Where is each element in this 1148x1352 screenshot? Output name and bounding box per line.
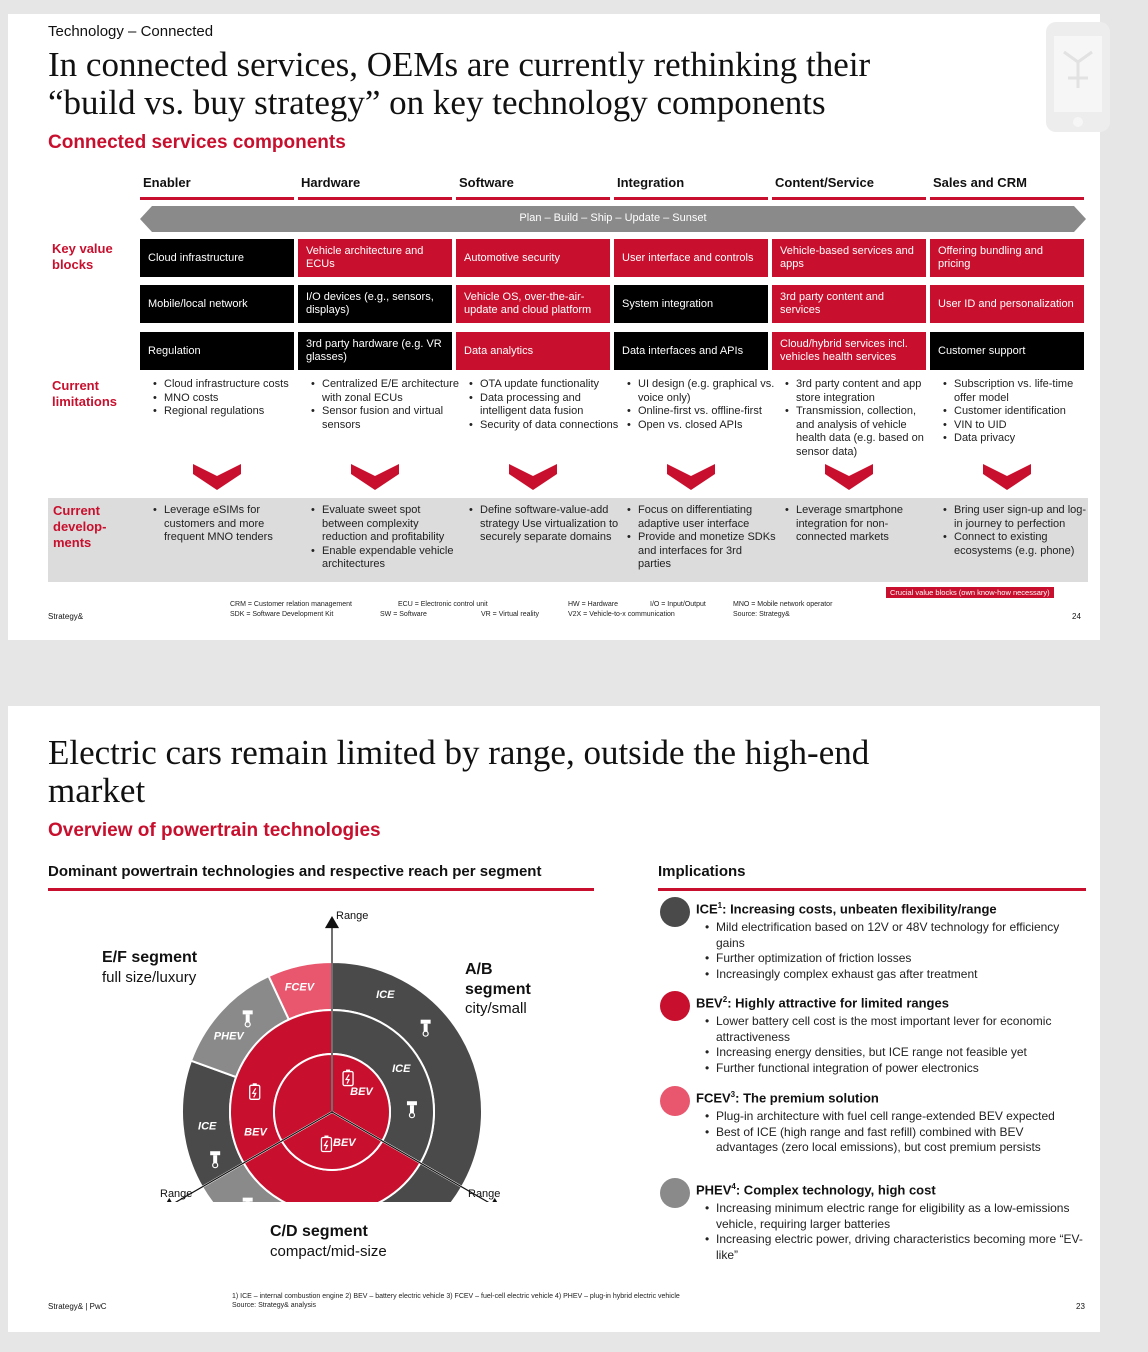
axis-label-top: Range [336, 910, 369, 922]
limitation-item: • Open vs. closed APIs [638, 419, 778, 433]
cd-segment-subtitle: compact/mid-size [270, 1243, 387, 1260]
abbreviation-note: CRM = Customer relation management [230, 601, 352, 608]
brand-logo: Strategy& [48, 612, 84, 621]
column-header-rule [930, 197, 1084, 200]
value-block: User ID and personalization [930, 285, 1084, 323]
section-label: Technology – Connected [48, 23, 214, 40]
chevron-down-icon [509, 464, 557, 492]
chevron-down-icon [351, 464, 399, 492]
development-item: • Enable expendable vehicle architectures [322, 545, 462, 572]
implication-bullet: • Increasing minimum electric range for eligibility as a low-emissions vehicle, requiring larger batteries [716, 1201, 1086, 1232]
developments-list [150, 504, 304, 545]
abbreviation-note: VR = Virtual reality [481, 611, 540, 618]
abbreviation-note: ECU = Electronic control unit [398, 601, 488, 608]
implication-heading [696, 901, 997, 916]
implication-heading [696, 1090, 879, 1105]
implication-bullet: • Further optimization of friction losses [716, 951, 1086, 967]
footnote-abbreviations: 1) ICE – internal combustion engine 2) BEV – battery electric vehicle 3) FCEV – fuel-cell electric vehicle 4) PHEV – plug-in hybrid electric vehicle [232, 1293, 680, 1300]
ef-middle-bev-label: BEV [244, 1126, 267, 1139]
title-line-2: “build vs. buy strategy” on key technology components [48, 83, 826, 122]
development-item: • Evaluate sweet spot between complexity reduction and profitability [322, 504, 462, 545]
abbreviation-note: SW = Software [380, 611, 427, 618]
brand-logo: Strategy& | PwC [48, 1302, 107, 1311]
implication-technology: BEV [696, 995, 723, 1011]
limitation-item: • Customer identification [954, 405, 1094, 419]
column-header: Hardware [301, 175, 361, 190]
footnote-marker: 4 [731, 1182, 736, 1191]
implication-bullet: • Increasing electric power, driving characteristics becoming more “EV-like” [716, 1232, 1086, 1263]
row-label-current-developments: Current develop- ments [53, 503, 107, 550]
axis-label-left: Range [160, 1188, 193, 1200]
title-line-1: Electric cars remain limited by range, outside the high-end [48, 733, 870, 772]
developments-list [782, 504, 936, 545]
abbreviation-note: I/O = Input/Output [650, 601, 706, 608]
footnote-marker: 2 [722, 995, 728, 1004]
slide-electric-cars [8, 706, 1100, 1332]
value-block: User interface and controls [614, 239, 768, 277]
limitations-list [150, 378, 304, 419]
ef-outer-phev-label: PHEV [213, 1030, 244, 1043]
page-number: 23 [1076, 1302, 1085, 1311]
implication-heading [696, 995, 949, 1010]
footnote-marker: 1 [717, 901, 723, 910]
ab-middle-ice-label: ICE [392, 1063, 411, 1075]
implication-summary: : Highly attractive for limited ranges [727, 995, 949, 1011]
limitation-item: • UI design (e.g. graphical vs. voice only) [638, 378, 778, 405]
development-item: • Connect to existing ecosystems (e.g. phone) [954, 531, 1094, 558]
development-item: • Leverage eSIMs for customers and more frequent MNO tenders [164, 504, 304, 545]
implication-heading [696, 1182, 936, 1197]
value-block: 3rd party hardware (e.g. VR glasses) [298, 332, 452, 370]
implication-summary: : Increasing costs, unbeaten flexibility/range [722, 901, 997, 917]
row-label-current-limitations: Current limitations [52, 378, 118, 409]
slide-title [48, 46, 870, 122]
value-block: Cloud/hybrid services incl. vehicles health services [772, 332, 926, 370]
value-block: Customer support [930, 332, 1084, 370]
column-header-rule [614, 197, 768, 200]
smartphone-watermark-icon [1042, 18, 1114, 136]
slide-connected-services [8, 14, 1100, 640]
implication-bullet: • Further functional integration of power electronics [716, 1061, 1086, 1077]
value-block: Vehicle OS, over-the-air-update and cloud platform [456, 285, 610, 323]
limitation-item: • Transmission, collection, and analysis of vehicle health data (e.g. based on sensor data) [796, 405, 936, 459]
abbreviation-note: V2X = Vehicle-to-x communication [568, 611, 675, 618]
chevron-down-icon [983, 464, 1031, 492]
engine-icon [660, 897, 690, 927]
column-header-rule [140, 197, 294, 200]
abbreviation-note: HW = Hardware [568, 601, 618, 608]
crucial-value-blocks-badge: Crucial value blocks (own know-how necessary) [886, 587, 1054, 598]
column-header: Content/Service [775, 175, 874, 190]
limitations-list [308, 378, 462, 432]
hybrid-icon [660, 1178, 690, 1208]
slide-title [48, 734, 1048, 810]
value-block: 3rd party content and services [772, 285, 926, 323]
left-heading-rule [48, 888, 594, 891]
limitation-item: • Data processing and intelligent data fusion [480, 392, 620, 419]
column-header: Enabler [143, 175, 191, 190]
implication-bullets [702, 1014, 1086, 1076]
value-block: Data interfaces and APIs [614, 332, 768, 370]
limitations-list [624, 378, 778, 432]
powertrain-wheel-diagram [156, 902, 536, 1202]
cd-inner-bev-label: BEV [333, 1136, 356, 1149]
limitations-list [466, 378, 620, 432]
abbreviation-note: Source: Strategy& [733, 611, 790, 618]
limitation-item: • 3rd party content and app store integration [796, 378, 936, 405]
implication-technology: FCEV [696, 1090, 731, 1106]
limitation-item: • Online-first vs. offline-first [638, 405, 778, 419]
lifecycle-arrow-label: Plan – Build – Ship – Update – Sunset [519, 212, 707, 224]
chevron-down-icon [193, 464, 241, 492]
value-block: Regulation [140, 332, 294, 370]
value-block: Automotive security [456, 239, 610, 277]
column-header: Software [459, 175, 514, 190]
page-number: 24 [1072, 612, 1081, 621]
implication-technology: ICE [696, 901, 718, 917]
ef-outer-fcev-label: FCEV [284, 981, 315, 994]
title-line-2: market [48, 771, 146, 810]
development-item: • Leverage smartphone integration for non-connected markets [796, 504, 936, 545]
limitation-item: • MNO costs [164, 392, 304, 406]
row-label-key-value-blocks: Key value blocks [52, 241, 113, 272]
column-header: Integration [617, 175, 685, 190]
value-block: Data analytics [456, 332, 610, 370]
ab-segment-title-line2: segment [465, 981, 531, 998]
value-block: Offering bundling and pricing [930, 239, 1084, 277]
ef-outer-ice-label: ICE [198, 1120, 217, 1133]
limitation-item: • Sensor fusion and virtual sensors [322, 405, 462, 432]
ef-segment-title: E/F segment [102, 949, 198, 966]
ef-segment-subtitle: full size/luxury [102, 969, 197, 986]
implication-bullet: • Increasing energy densities, but ICE range not feasible yet [716, 1045, 1086, 1061]
abbreviation-note: MNO = Mobile network operator [733, 601, 833, 608]
abbreviation-note: SDK = Software Development Kit [230, 611, 334, 618]
development-item: • Define software-value-add strategy Use virtualization to securely separate domains [480, 504, 620, 545]
column-header-rule [772, 197, 926, 200]
limitation-item: • Centralized E/E architecture with zonal ECUs [322, 378, 462, 405]
cd-segment-title: C/D segment [270, 1223, 368, 1240]
limitation-item: • Regional regulations [164, 405, 304, 419]
development-item: • Focus on differentiating adaptive user interface [638, 504, 778, 531]
ab-segment-subtitle: city/small [465, 1000, 527, 1017]
ab-outer-ice-label: ICE [376, 988, 395, 1001]
limitation-item: • Cloud infrastructure costs [164, 378, 304, 392]
right-heading: Implications [658, 863, 746, 880]
left-heading: Dominant powertrain technologies and respective reach per segment [48, 863, 542, 880]
implication-technology: PHEV [696, 1182, 732, 1198]
implication-bullets [702, 1109, 1086, 1156]
value-block: Vehicle-based services and apps [772, 239, 926, 277]
value-block: Mobile/local network [140, 285, 294, 323]
slide-subtitle: Connected services components [48, 132, 346, 153]
developments-list [940, 504, 1094, 558]
ab-segment-title-line1: A/B [465, 961, 493, 978]
footnote-source: Source: Strategy& analysis [232, 1302, 317, 1309]
limitation-item: • OTA update functionality [480, 378, 620, 392]
column-header-rule [298, 197, 452, 200]
engine-icon [243, 1198, 253, 1202]
footnote-marker: 3 [730, 1090, 736, 1099]
limitation-item: • Data privacy [954, 432, 1094, 446]
value-block: Cloud infrastructure [140, 239, 294, 277]
slide-subtitle: Overview of powertrain technologies [48, 820, 381, 841]
implication-summary: : The premium solution [735, 1090, 879, 1106]
chevron-down-icon [825, 464, 873, 492]
limitation-item: • Subscription vs. life-time offer model [954, 378, 1094, 405]
developments-list [624, 504, 778, 572]
right-heading-rule [658, 888, 1086, 891]
implication-bullets [702, 920, 1086, 982]
limitations-list [782, 378, 936, 459]
developments-list [308, 504, 462, 572]
implication-bullet: • Plug-in architecture with fuel cell range-extended BEV expected [716, 1109, 1086, 1125]
column-header-rule [456, 197, 610, 200]
implication-bullet: • Increasingly complex exhaust gas after treatment [716, 967, 1086, 983]
battery-icon [660, 991, 690, 1021]
implication-bullet: • Lower battery cell cost is the most important lever for economic attractiveness [716, 1014, 1086, 1045]
limitation-item: • Security of data connections [480, 419, 620, 433]
title-line-1: In connected services, OEMs are currently rethinking their [48, 45, 871, 84]
column-header: Sales and CRM [933, 175, 1027, 190]
value-block: System integration [614, 285, 768, 323]
implication-bullets [702, 1201, 1086, 1263]
implication-bullet: • Best of ICE (high range and fast refill) combined with BEV advantages (zero local emissions), but cost premium persists [716, 1125, 1086, 1156]
axis-label-right: Range [468, 1188, 501, 1200]
chevron-down-icon [667, 464, 715, 492]
limitation-item: • VIN to UID [954, 419, 1094, 433]
implication-bullet: • Mild electrification based on 12V or 48V technology for efficiency gains [716, 920, 1086, 951]
value-block: Vehicle architecture and ECUs [298, 239, 452, 277]
value-block: I/O devices (e.g., sensors, displays) [298, 285, 452, 323]
ab-segment-title [465, 960, 531, 1000]
limitations-list [940, 378, 1094, 446]
fuel-cell-icon [660, 1086, 690, 1116]
developments-list [466, 504, 620, 545]
implication-summary: : Complex technology, high cost [735, 1182, 936, 1198]
ab-inner-bev-label: BEV [350, 1086, 373, 1098]
development-item: • Provide and monetize SDKs and interfaces for 3rd parties [638, 531, 778, 572]
development-item: • Bring user sign-up and log-in journey to perfection [954, 504, 1094, 531]
